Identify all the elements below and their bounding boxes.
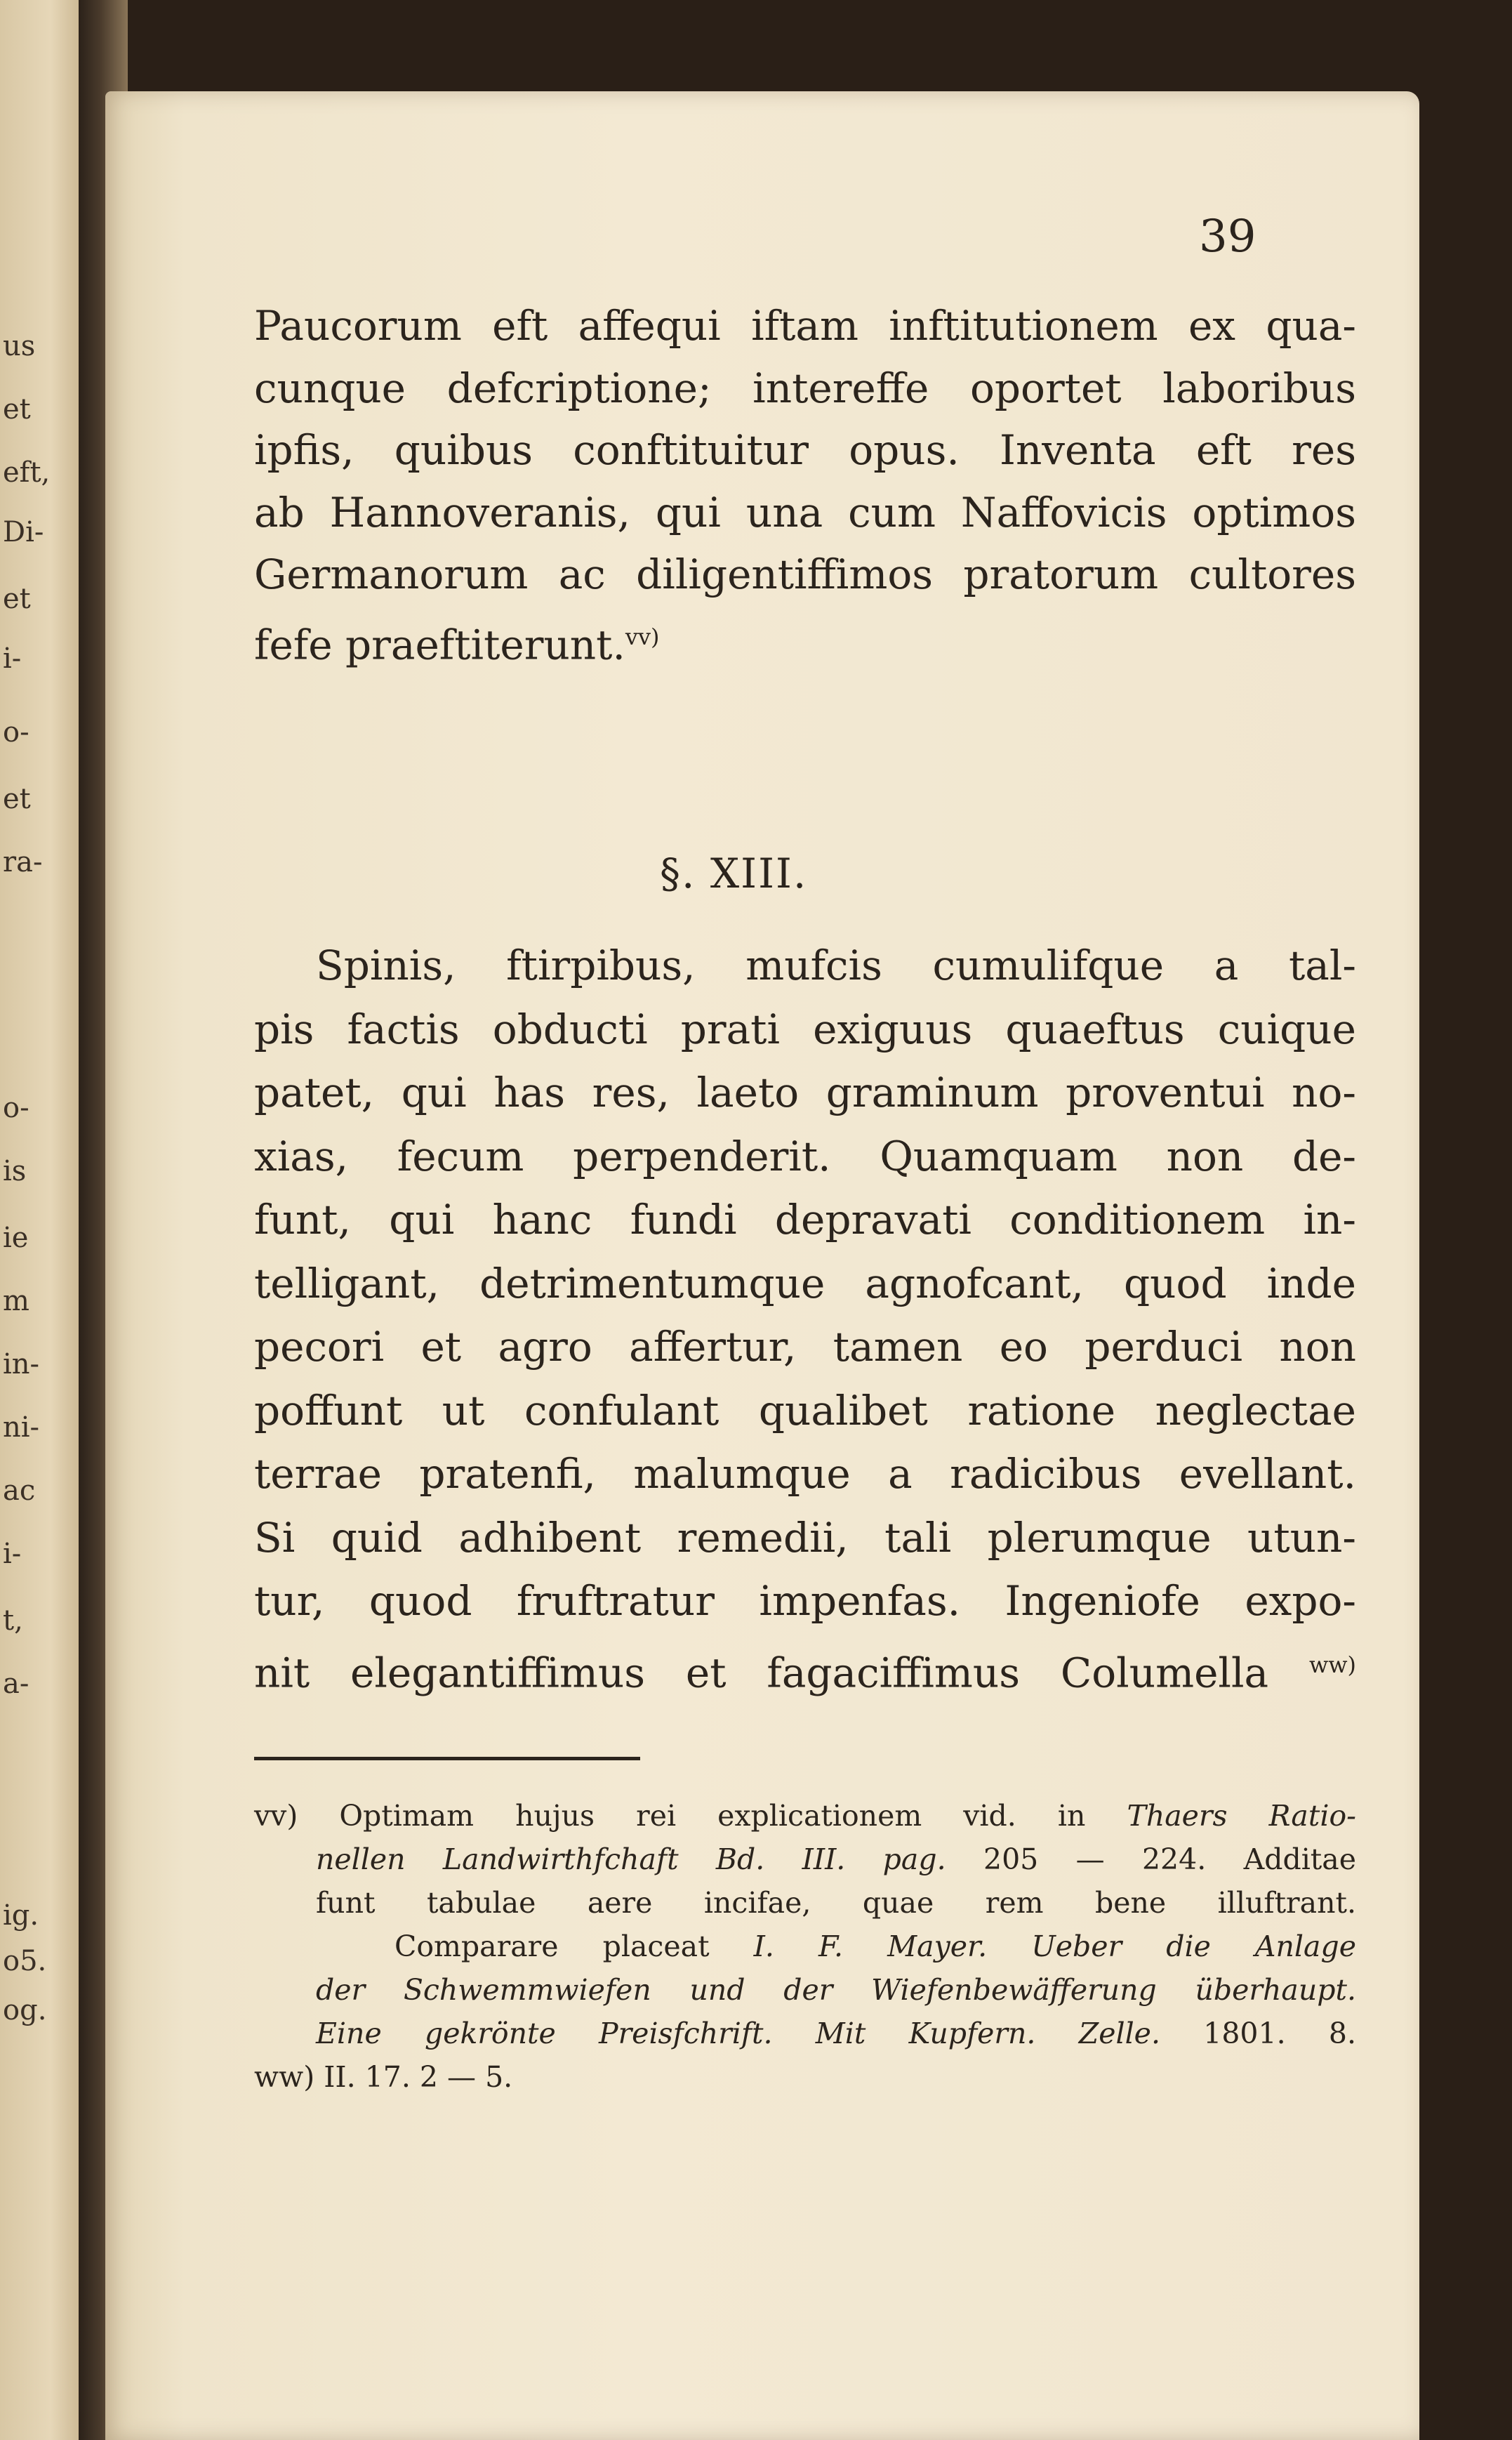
text-fragment: fefe praeftiterunt.: [254, 620, 625, 668]
left-page-text-fragment: et: [3, 583, 31, 615]
left-page-text-fragment: i-: [3, 642, 22, 675]
footnote-line: [254, 2012, 1356, 2055]
footnote-text: 1801. 8.: [1203, 2017, 1356, 2050]
left-facing-page: [0, 0, 84, 2440]
left-page-text-fragment: m: [3, 1285, 29, 1317]
text-line: tur, quod fruftratur impenfas. Ingeniofe expo-: [254, 1577, 1356, 1625]
footnote-line: funt tabulae aere incifae, quae rem bene illuftrant.: [316, 1886, 1356, 1920]
left-page-text-fragment: ra-: [3, 846, 43, 878]
footnote-rule: [254, 1757, 640, 1760]
footnote-line: [254, 2055, 1356, 2099]
paragraph-1: [254, 295, 1356, 668]
footnote-text-italic: Thaers Ratio-: [1127, 1799, 1356, 1833]
text-line: Paucorum eft affequi iftam inftitutionem ex qua-: [254, 302, 1356, 350]
left-page-text-fragment: t,: [3, 1604, 23, 1637]
text-line: funt, qui hanc fundi depravati conditionem in-: [254, 1196, 1356, 1244]
footnote-mark: vv): [254, 1799, 298, 1833]
footnote-text-italic: nellen Landwirthfchaft Bd. III. pag.: [316, 1842, 946, 1876]
footnote-text: Optimam hujus rei explicationem vid. in: [339, 1799, 1086, 1833]
footnote-text: Comparare placeat: [394, 1930, 710, 1963]
text-line: pecori et agro affertur, tamen eo perduci non: [254, 1323, 1356, 1371]
footnote-text-italic: I. F. Mayer. Ueber die Anlage: [753, 1930, 1356, 1963]
left-page-text-fragment: ig.: [3, 1899, 39, 1932]
left-page-text-fragment: eft,: [3, 456, 51, 489]
left-page-text-fragment: in-: [3, 1348, 40, 1380]
left-page-text-fragment: us: [3, 330, 36, 362]
footnote-line: [254, 1794, 1356, 1838]
text-line: ab Hannoveranis, qui una cum Naffovicis optimos: [254, 488, 1356, 536]
text-line: poffunt ut confulant qualibet ratione neglectae: [254, 1386, 1356, 1435]
left-page-text-fragment: o5.: [3, 1945, 47, 1977]
left-page-text-fragment: ni-: [3, 1411, 40, 1444]
left-page-text-fragment: o-: [3, 1092, 29, 1124]
left-page-text-fragment: i-: [3, 1538, 22, 1570]
text-line: cunque defcriptione; intereffe oportet laboribus: [254, 364, 1356, 412]
footnote-text: II. 17. 2 — 5.: [324, 2060, 513, 2094]
footnotes: [254, 1794, 1356, 2099]
text-line: terrae pratenfi, malumque a radicibus evellant.: [254, 1450, 1356, 1498]
left-page-text-fragment: a-: [3, 1668, 29, 1700]
text-line-last: [254, 1633, 1356, 1697]
footnote-ref: ww): [1308, 1651, 1356, 1678]
text-line: Germanorum ac diligentiffimos pratorum cultores: [254, 550, 1356, 598]
footnote-line: der Schwemmwiefen und der Wiefenbewäfferung überhaupt.: [316, 1973, 1356, 2007]
left-page-text-fragment: og.: [3, 1994, 47, 2026]
left-page-text-fragment: ie: [3, 1222, 29, 1254]
section-heading: §. XIII.: [660, 850, 808, 897]
page-number: 39: [1199, 211, 1256, 263]
footnote-line: [254, 1838, 1356, 1881]
text-line: Si quid adhibent remedii, tali plerumque utun-: [254, 1513, 1356, 1562]
left-page-text-fragment: ac: [3, 1475, 36, 1507]
left-page-text-fragment: et: [3, 783, 31, 815]
text-line: telligant, detrimentumque agnofcant, quod inde: [254, 1259, 1356, 1307]
paragraph-2: [254, 934, 1356, 1696]
footnote-ref: vv): [625, 623, 660, 650]
text-line: pis factis obducti prati exiguus quaeftus cuique: [254, 1005, 1356, 1053]
left-page-text-fragment: o-: [3, 716, 29, 749]
footnote-line: [254, 1925, 1356, 1968]
footnote-text: 205 — 224. Additae: [983, 1842, 1356, 1876]
left-page-text-fragment: Di-: [3, 516, 44, 548]
footnote-mark: ww): [254, 2060, 315, 2094]
footnote-text-italic: Eine gekrönte Preisfchrift. Mit Kupfern. Zelle.: [316, 2017, 1160, 2050]
text-line-last: [254, 606, 1356, 668]
text-line: xias, fecum perpenderit. Quamquam non de-: [254, 1132, 1356, 1180]
text-line: Spinis, ftirpibus, mufcis cumulifque a tal-: [316, 942, 1356, 989]
text-fragment: nit elegantiffimus et fagaciffimus Columella: [254, 1648, 1269, 1696]
book-page: [105, 91, 1419, 2440]
text-line: patet, qui has res, laeto graminum proventui no-: [254, 1069, 1356, 1116]
left-page-text-fragment: is: [3, 1155, 27, 1187]
text-line: ipfis, quibus conftituitur opus. Inventa eft res: [254, 426, 1356, 474]
left-page-text-fragment: et: [3, 393, 31, 426]
